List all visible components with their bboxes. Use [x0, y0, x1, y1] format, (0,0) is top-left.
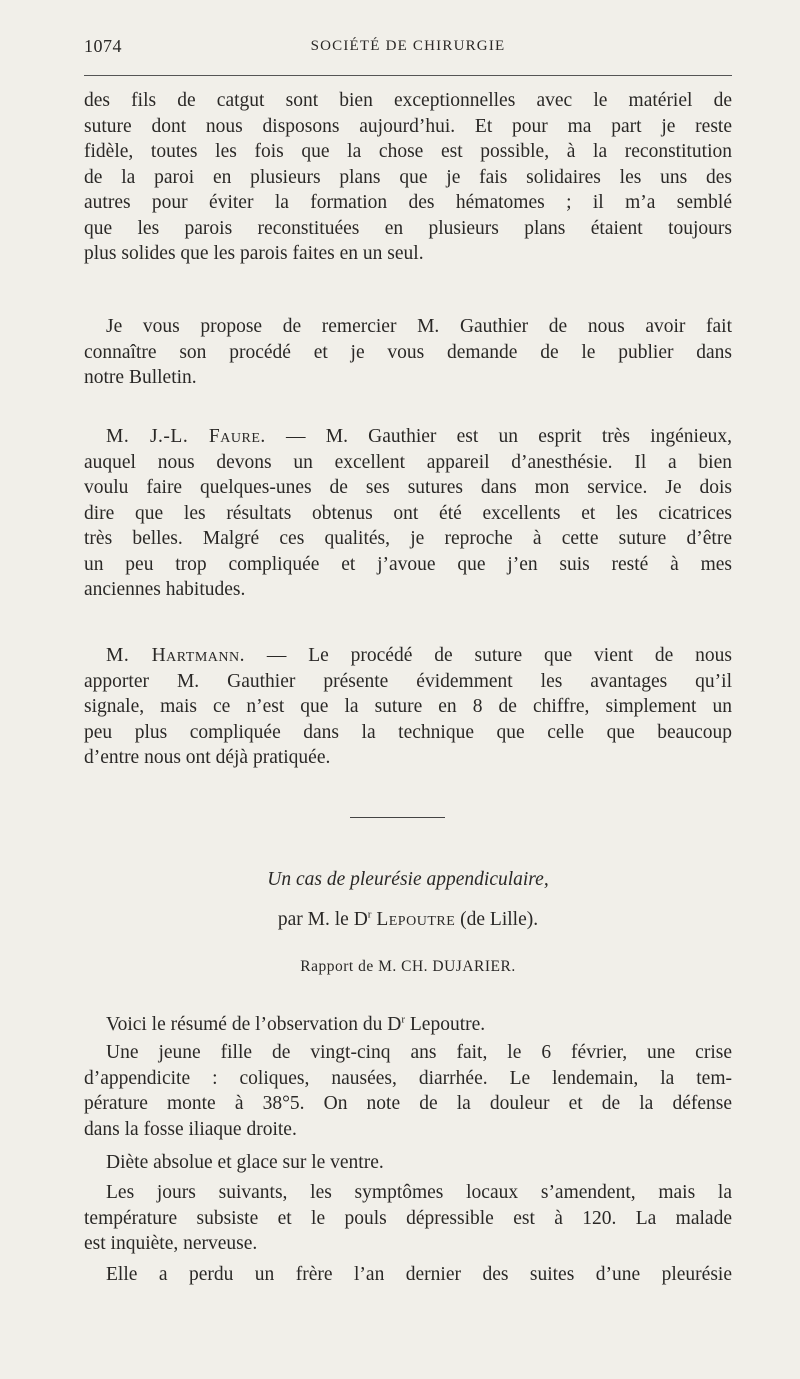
- paragraph-6: [84, 1040, 732, 1142]
- speaker-name: M. J.-L. Faure.: [106, 426, 266, 447]
- author-prefix: par M. le D: [277, 909, 368, 930]
- text-line: d’entre nous ont déjà pratiquée.: [84, 747, 331, 768]
- article-report: Rapport de M. CH. DUJARIER.: [300, 958, 516, 975]
- text-line: des fils de catgut sont bien exceptionnelles avec le matériel de: [84, 90, 732, 111]
- paragraph-3: [84, 424, 732, 603]
- paragraph-7: [84, 1150, 732, 1176]
- text-line: température subsiste et le pouls dépressible est à 120. La malade: [84, 1207, 732, 1229]
- article-title: Un cas de pleurésie appendiculaire,: [267, 869, 549, 890]
- page-header: [84, 36, 732, 64]
- text-line: de la paroi en plusieurs plans que je fais solidaires les uns des: [84, 166, 732, 188]
- text-line: Diète absolue et glace sur le ventre.: [106, 1152, 384, 1173]
- text-line: pérature monte à 38°5. On note de la douleur et de la défense: [84, 1093, 732, 1114]
- article-author: [84, 909, 732, 931]
- text-line: notre Bulletin.: [84, 367, 197, 388]
- text-line: que les parois reconstituées en plusieurs plans étaient toujours: [84, 217, 732, 239]
- text-line: anciennes habitudes.: [84, 579, 246, 600]
- superscript: r: [401, 1013, 405, 1026]
- text-line: autres pour éviter la formation des hématomes ; il m’a semblé: [84, 192, 732, 213]
- text-line: d’appendicite : coliques, nausées, diarrhée. Le lendemain, la tem-: [84, 1067, 732, 1089]
- text-line: connaître son procédé et je vous demande de le publier dans: [84, 341, 732, 363]
- text-line: très belles. Malgré ces qualités, je reproche à cette suture d’être: [84, 528, 732, 549]
- text-line: voulu faire quelques-unes de ses sutures dans mon service. Je dois: [84, 477, 732, 498]
- paragraph-9: [84, 1262, 732, 1288]
- text-fragment: Voici le résumé de l’observation du D: [106, 1014, 402, 1035]
- text-line: est inquiète, nerveuse.: [84, 1233, 258, 1254]
- paragraph-5: [84, 1012, 732, 1038]
- text-line: [84, 643, 732, 669]
- speaker-text: — Le procédé de suture que vient de nous: [244, 645, 732, 666]
- running-title: SOCIÉTÉ DE CHIRURGIE: [310, 38, 506, 54]
- section-separator: [350, 817, 445, 818]
- speaker-name: M. Hartmann.: [106, 645, 245, 666]
- speaker-text: — M. Gauthier est un esprit très ingénieux,: [265, 426, 732, 447]
- paragraph-2: [84, 314, 732, 391]
- text-line: Les jours suivants, les symptômes locaux s’amendent, mais la: [106, 1182, 732, 1203]
- paragraph-4: [84, 643, 732, 771]
- text-line: Elle a perdu un frère l’an dernier des suites d’une pleurésie: [106, 1264, 732, 1285]
- text-line: dire que les résultats obtenus ont été excellents et les cicatrices: [84, 502, 732, 524]
- text-fragment: Lepoutre.: [405, 1014, 486, 1035]
- paragraph-1: [84, 88, 732, 267]
- text-line: fidèle, toutes les fois que la chose est possible, à la reconstitution: [84, 141, 732, 162]
- page-number: 1074: [84, 36, 122, 56]
- text-line: suture dont nous disposons aujourd’hui. Et pour ma part je reste: [84, 115, 732, 137]
- text-line: [84, 424, 732, 450]
- text-line: Je vous propose de remercier M. Gauthier de nous avoir fait: [106, 316, 732, 337]
- text-line: peu plus compliquée dans la technique que celle que beaucoup: [84, 721, 732, 743]
- text-line: dans la fosse iliaque droite.: [84, 1118, 297, 1140]
- paragraph-8: [84, 1180, 732, 1257]
- author-sup: r: [367, 908, 372, 921]
- author-name: Lepoutre: [376, 909, 456, 930]
- text-line: signale, mais ce n’est que la suture en 8 de chiffre, simplement un: [84, 696, 732, 717]
- text-line: auquel nous devons un excellent appareil d’anesthésie. Il a bien: [84, 451, 732, 473]
- header-rule: [84, 75, 732, 76]
- text-line: [84, 1012, 732, 1038]
- text-line: Une jeune fille de vingt-cinq ans fait, le 6 février, une crise: [106, 1042, 732, 1063]
- text-line: plus solides que les parois faites en un seul.: [84, 243, 424, 264]
- author-suffix: (de Lille).: [455, 909, 539, 930]
- text-line: apporter M. Gauthier présente évidemment les avantages qu’il: [84, 670, 732, 692]
- text-line: un peu trop compliquée et j’avoue que j’en suis resté à mes: [84, 553, 732, 575]
